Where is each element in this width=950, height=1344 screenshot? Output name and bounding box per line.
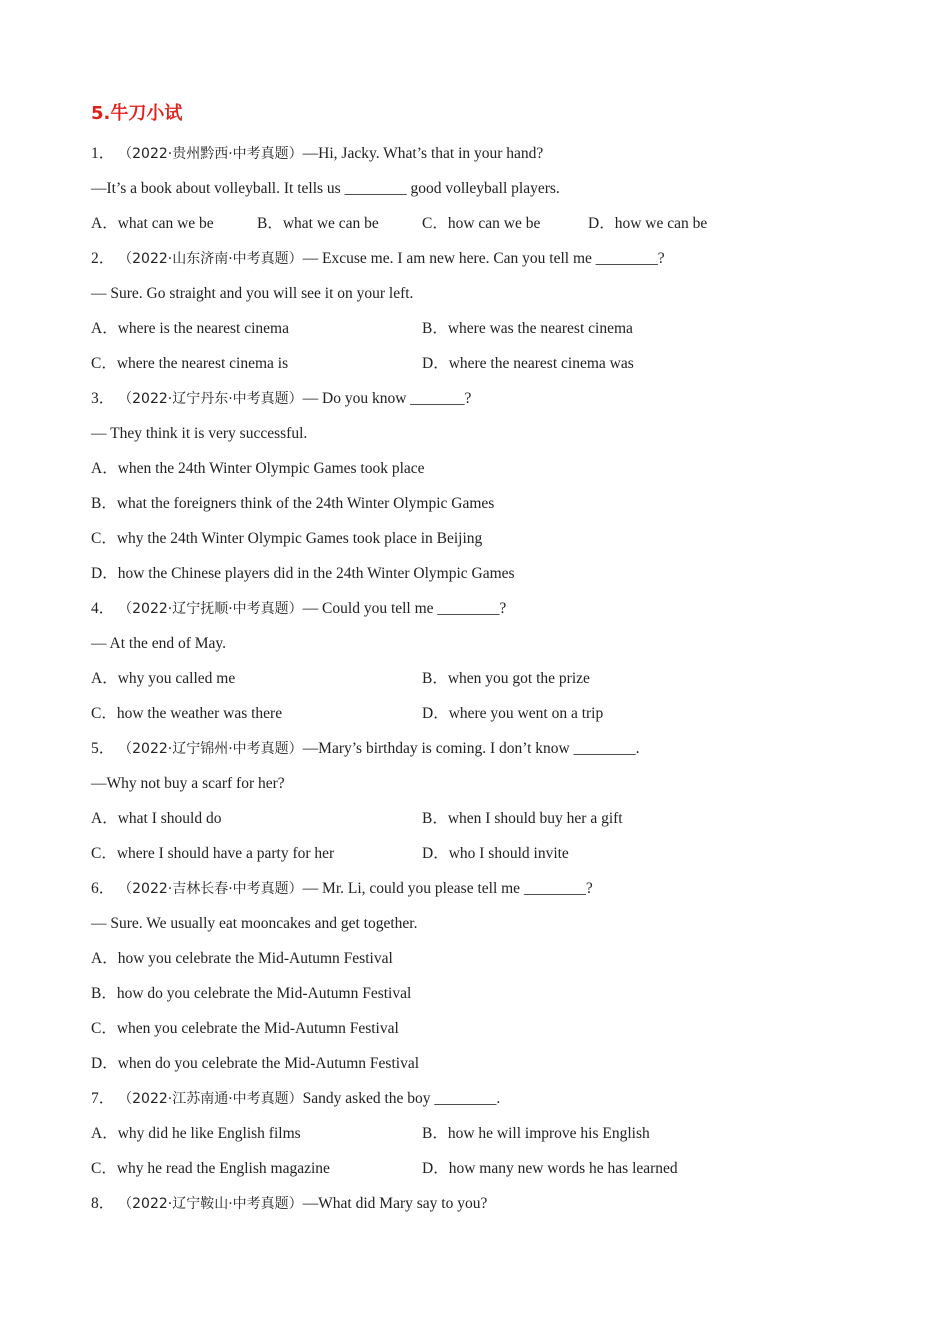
question-source: （2022·辽宁鞍山·中考真题） bbox=[118, 1196, 303, 1212]
question-1-reply: —It’s a book about volleyball. It tells us ________ good volleyball players. bbox=[91, 180, 560, 197]
question-number: 6． bbox=[91, 880, 115, 897]
question-source: （2022·贵州黔西·中考真题） bbox=[118, 146, 303, 162]
question-5-reply: —Why not buy a scarf for her? bbox=[91, 775, 285, 792]
question-source: （2022·辽宁抚顺·中考真题） bbox=[118, 601, 303, 617]
question-text: — Do you know _______? bbox=[302, 390, 472, 407]
question-2-option-c[interactable]: C．where the nearest cinema is bbox=[91, 355, 289, 372]
question-3-reply: — They think it is very successful. bbox=[91, 425, 308, 442]
question-number: 1． bbox=[91, 145, 115, 162]
section-heading: 5.牛刀小试 bbox=[91, 103, 183, 124]
question-text: — Could you tell me ________? bbox=[302, 600, 507, 617]
question-text: Sandy asked the boy ________. bbox=[302, 1090, 501, 1107]
question-5-option-a[interactable]: A．what I should do bbox=[91, 810, 222, 827]
question-1-stem bbox=[91, 144, 543, 164]
question-7-option-d[interactable]: D．how many new words he has learned bbox=[422, 1160, 678, 1177]
question-text: — Mr. Li, could you please tell me ________? bbox=[302, 880, 593, 897]
question-5-option-c[interactable]: C．where I should have a party for her bbox=[91, 845, 335, 862]
question-number: 8． bbox=[91, 1195, 115, 1212]
question-4-reply: — At the end of May. bbox=[91, 635, 227, 652]
question-3-option-b[interactable]: B．what the foreigners think of the 24th Winter Olympic Games bbox=[91, 495, 495, 512]
question-1-option-a[interactable]: A．what can we be bbox=[91, 215, 214, 232]
question-5-option-d[interactable]: D．who I should invite bbox=[422, 845, 569, 862]
question-2-option-d[interactable]: D．where the nearest cinema was bbox=[422, 355, 634, 372]
question-source: （2022·辽宁丹东·中考真题） bbox=[118, 391, 303, 407]
question-source: （2022·辽宁锦州·中考真题） bbox=[118, 741, 303, 757]
question-number: 3． bbox=[91, 390, 115, 407]
question-text: —What did Mary say to you? bbox=[302, 1195, 488, 1212]
question-number: 2． bbox=[91, 250, 115, 267]
question-5-stem bbox=[91, 739, 640, 759]
question-4-option-b[interactable]: B．when you got the prize bbox=[422, 670, 590, 687]
question-1-option-b[interactable]: B．what we can be bbox=[257, 215, 379, 232]
question-source: （2022·吉林长春·中考真题） bbox=[118, 881, 303, 897]
question-4-option-a[interactable]: A．why you called me bbox=[91, 670, 236, 687]
question-number: 7． bbox=[91, 1090, 115, 1107]
question-text: —Mary’s birthday is coming. I don’t know ________. bbox=[302, 740, 640, 757]
question-7-option-a[interactable]: A．why did he like English films bbox=[91, 1125, 301, 1142]
question-7-option-b[interactable]: B．how he will improve his English bbox=[422, 1125, 650, 1142]
question-6-stem bbox=[91, 879, 593, 899]
question-7-stem bbox=[91, 1089, 500, 1109]
question-source: （2022·江苏南通·中考真题） bbox=[118, 1091, 303, 1107]
question-2-option-a[interactable]: A．where is the nearest cinema bbox=[91, 320, 289, 337]
question-text: — Excuse me. I am new here. Can you tell me ________? bbox=[302, 250, 665, 267]
question-4-option-c[interactable]: C．how the weather was there bbox=[91, 705, 283, 722]
question-6-option-b[interactable]: B．how do you celebrate the Mid-Autumn Festival bbox=[91, 985, 412, 1002]
question-number: 4． bbox=[91, 600, 115, 617]
question-6-option-c[interactable]: C．when you celebrate the Mid-Autumn Festival bbox=[91, 1020, 399, 1037]
question-3-stem bbox=[91, 389, 471, 409]
question-2-stem bbox=[91, 249, 665, 269]
question-6-reply: — Sure. We usually eat mooncakes and get together. bbox=[91, 915, 418, 932]
question-6-option-a[interactable]: A．how you celebrate the Mid-Autumn Festival bbox=[91, 950, 393, 967]
question-source: （2022·山东济南·中考真题） bbox=[118, 251, 303, 267]
question-5-option-b[interactable]: B．when I should buy her a gift bbox=[422, 810, 623, 827]
question-3-option-c[interactable]: C．why the 24th Winter Olympic Games took place in Beijing bbox=[91, 530, 483, 547]
question-number: 5． bbox=[91, 740, 115, 757]
question-2-option-b[interactable]: B．where was the nearest cinema bbox=[422, 320, 633, 337]
question-1-option-c[interactable]: C．how can we be bbox=[422, 215, 541, 232]
question-3-option-d[interactable]: D．how the Chinese players did in the 24th Winter Olympic Games bbox=[91, 565, 515, 582]
question-6-option-d[interactable]: D．when do you celebrate the Mid-Autumn Festival bbox=[91, 1055, 420, 1072]
question-2-reply: — Sure. Go straight and you will see it on your left. bbox=[91, 285, 414, 302]
question-text: —Hi, Jacky. What’s that in your hand? bbox=[302, 145, 544, 162]
question-7-option-c[interactable]: C．why he read the English magazine bbox=[91, 1160, 330, 1177]
question-1-option-d[interactable]: D．how we can be bbox=[588, 215, 708, 232]
question-8-stem bbox=[91, 1194, 487, 1214]
question-4-stem bbox=[91, 599, 506, 619]
question-4-option-d[interactable]: D．where you went on a trip bbox=[422, 705, 604, 722]
question-3-option-a[interactable]: A．when the 24th Winter Olympic Games took place bbox=[91, 460, 425, 477]
